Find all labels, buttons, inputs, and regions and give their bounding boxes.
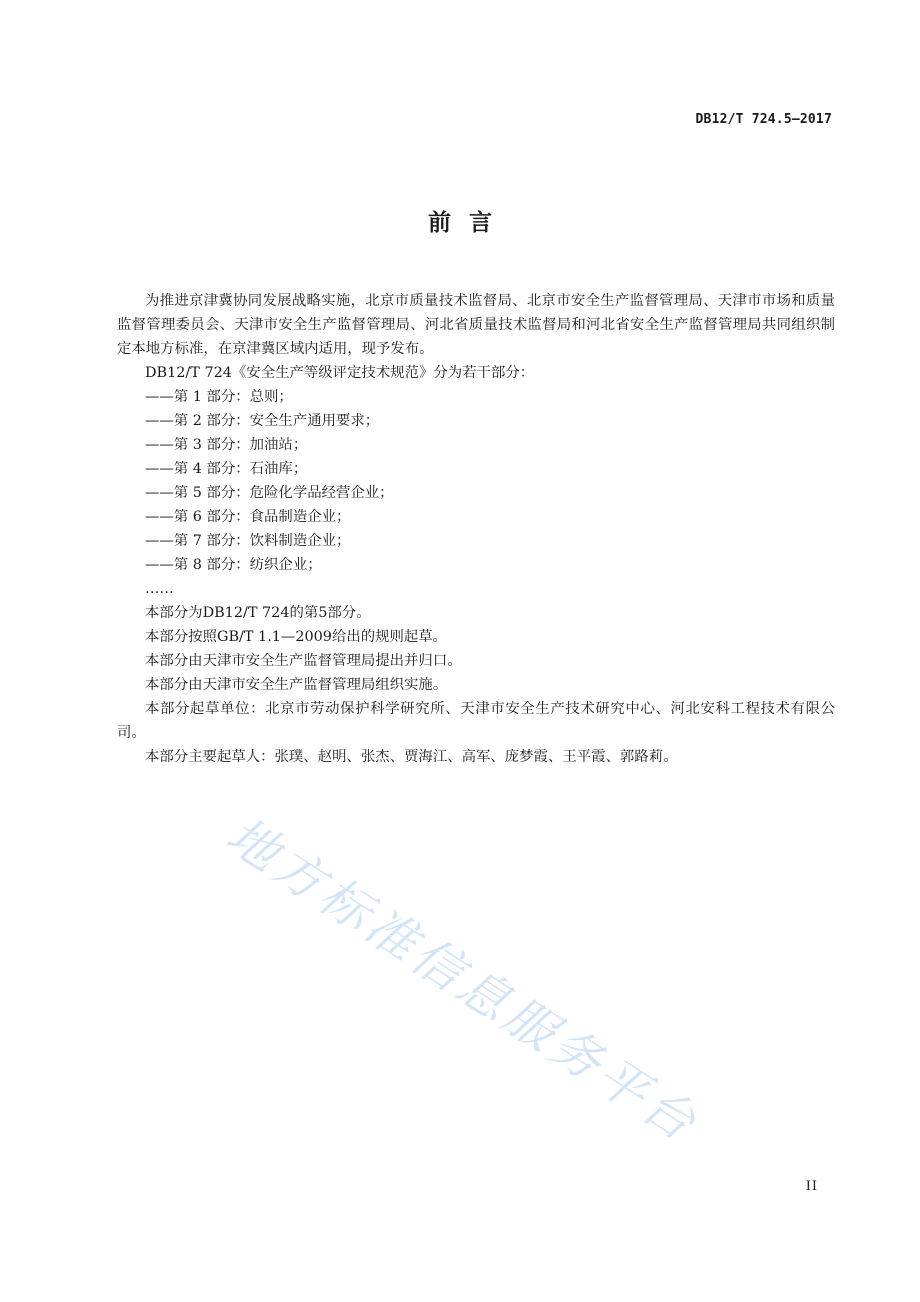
parts-ellipsis: …… bbox=[145, 581, 174, 597]
part-item-6: ——第 6 部分：食品制造企业； bbox=[145, 509, 351, 525]
drafting-rules-statement: 本部分按照GB/T 1.1—2009给出的规则起草。 bbox=[145, 629, 448, 645]
drafting-units-statement: 本部分起草单位：北京市劳动保护科学研究所、天津市安全生产技术研究中心、河北安科工程技术有限公司。 bbox=[117, 701, 835, 741]
part-item-1: ——第 1 部分：总则； bbox=[145, 389, 293, 405]
part-item-3: ——第 3 部分：加油站； bbox=[145, 437, 308, 453]
page-number: II bbox=[805, 1179, 818, 1194]
drafters-statement: 本部分主要起草人：张璞、赵明、张杰、贾海江、高军、庞梦霞、王平霞、郭路莉。 bbox=[145, 749, 678, 765]
part-of-statement: 本部分为DB12/T 724的第5部分。 bbox=[145, 605, 371, 621]
parts-intro-paragraph: DB12/T 724《安全生产等级评定技术规范》分为若干部分： bbox=[145, 365, 535, 381]
document-code: DB12/T 724.5—2017 bbox=[695, 112, 832, 127]
part-item-4: ——第 4 部分：石油库； bbox=[145, 461, 308, 477]
part-item-2: ——第 2 部分：安全生产通用要求； bbox=[145, 413, 380, 429]
watermark: 地方标准信息服务平台 bbox=[216, 806, 710, 1155]
part-item-7: ——第 7 部分：饮料制造企业； bbox=[145, 533, 351, 549]
part-item-8: ——第 8 部分：纺织企业； bbox=[145, 557, 322, 573]
foreword-body bbox=[117, 289, 835, 769]
proposed-by-statement: 本部分由天津市安全生产监督管理局提出并归口。 bbox=[145, 653, 462, 669]
organized-by-statement: 本部分由天津市安全生产监督管理局组织实施。 bbox=[145, 677, 448, 693]
page-title: 前言 bbox=[428, 210, 510, 236]
part-item-5: ——第 5 部分：危险化学品经营企业； bbox=[145, 485, 394, 501]
intro-paragraph: 为推进京津冀协同发展战略实施，北京市质量技术监督局、北京市安全生产监督管理局、天津市市场和质量监督管理委员会、天津市安全生产监督管理局、河北省质量技术监督局和河北省安全生产监督管理局共同组织制定本地方标准，在京津冀区域内适用，现予发布。 bbox=[117, 293, 835, 357]
